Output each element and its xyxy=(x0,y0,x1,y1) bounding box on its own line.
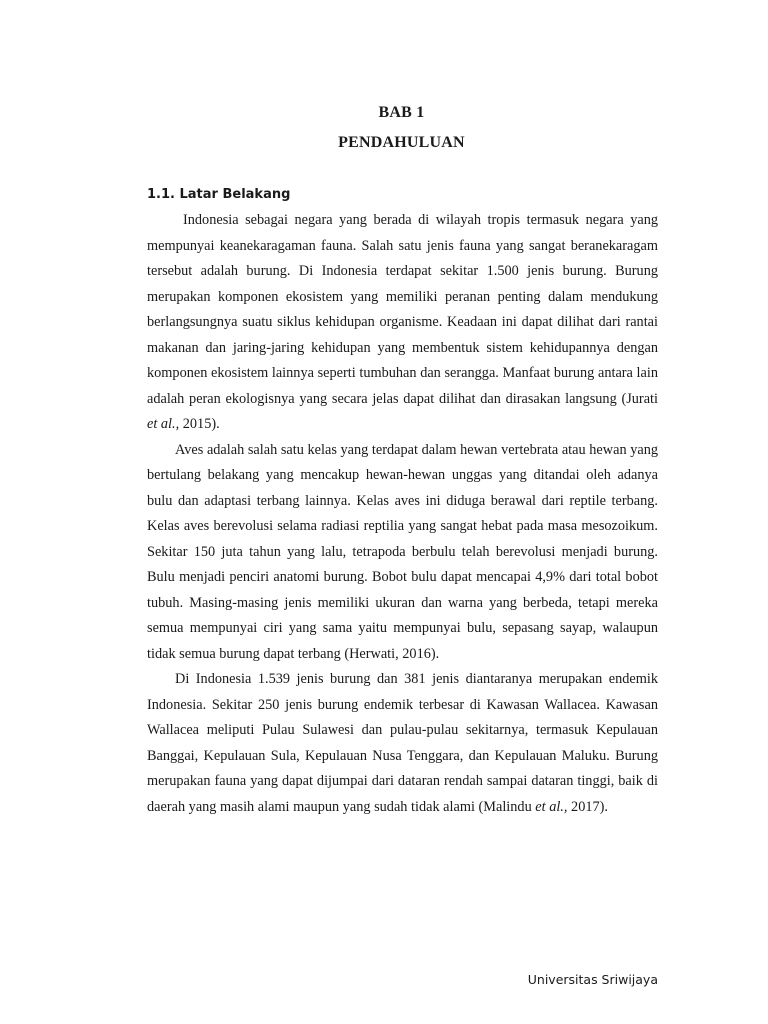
paragraph-2: Aves adalah salah satu kelas yang terdapat dalam hewan vertebrata atau hewan yang bertulang belakang yang mencakup hewan-hewan unggas yang ditandai oleh adanya bulu dan adaptasi terbang lainnya. Kelas aves ini diduga berawal dari reptile terbang. Kelas aves berevolusi selama radiasi reptilia yang sangat hebat pada masa mesozoikum. Sekitar 150 juta tahun yang lalu, tetrapoda berbulu telah berevolusi menjadi burung. Bulu menjadi penciri anatomi burung. Bobot bulu dapat mencapai 4,9% dari total bobot tubuh. Masing-masing jenis memiliki ukuran dan warna yang berbeda, tetapi mereka semua mempunyai ciri yang sama yaitu mempunyai bulu, sepasang sayap, walaupun tidak semua burung dapat terbang (Herwati, 2016). xyxy=(147,441,658,662)
chapter-title: PENDAHULUAN xyxy=(338,134,465,151)
paragraph-3-citation-italic: et al., xyxy=(535,798,568,815)
section-heading: 1.1. Latar Belakang xyxy=(147,187,291,202)
paragraph-1-citation-end: 2015). xyxy=(179,416,220,432)
paragraph-3-citation-end: 2017). xyxy=(567,798,608,815)
paragraph-1 xyxy=(147,208,658,438)
paragraph-3-text: Di Indonesia 1.539 jenis burung dan 381 jenis diantaranya merupakan endemik Indonesia. Sekitar 250 jenis burung endemik terbesar di Kawasan Wallacea. Kawasan Wallacea meliputi Pulau Sulawesi dan pulau-pulau sekitarnya, termasuk Kepulauan Banggai, Kepulauan Sula, Kepulauan Nusa Tenggara, dan Kepulauan Maluku. Burung merupakan fauna yang dapat dijumpai dari dataran rendah sampai dataran tinggi, baik di daerah yang masih alami maupun yang sudah tidak alami (Malindu xyxy=(147,671,658,815)
paragraph-3 xyxy=(147,667,658,820)
paragraph-1-text: Indonesia sebagai negara yang berada di wilayah tropis termasuk negara yang mempunyai keanekaragaman fauna. Salah satu jenis fauna yang sangat beranekaragam tersebut adalah burung. Di Indonesia terdapat sekitar 1.500 jenis burung. Burung merupakan komponen ekosistem yang memiliki peranan penting dalam mendukung berlangsungnya suatu siklus kehidupan organisme. Keadaan ini dapat dilihat dari rantai makanan dan jaring-jaring kehidupan yang membentuk sistem kehidupannya dengan komponen ekosistem lainnya seperti tumbuhan dan serangga. Manfaat burung antara lain adalah peran ekologisnya yang secara jelas dapat dilihat dan dirasakan langsung (Jurati xyxy=(147,212,658,407)
chapter-number: BAB 1 xyxy=(378,104,425,121)
page-footer: Universitas Sriwijaya xyxy=(527,972,658,987)
paragraph-1-citation-italic: et al., xyxy=(147,416,180,432)
body-text xyxy=(147,208,658,820)
